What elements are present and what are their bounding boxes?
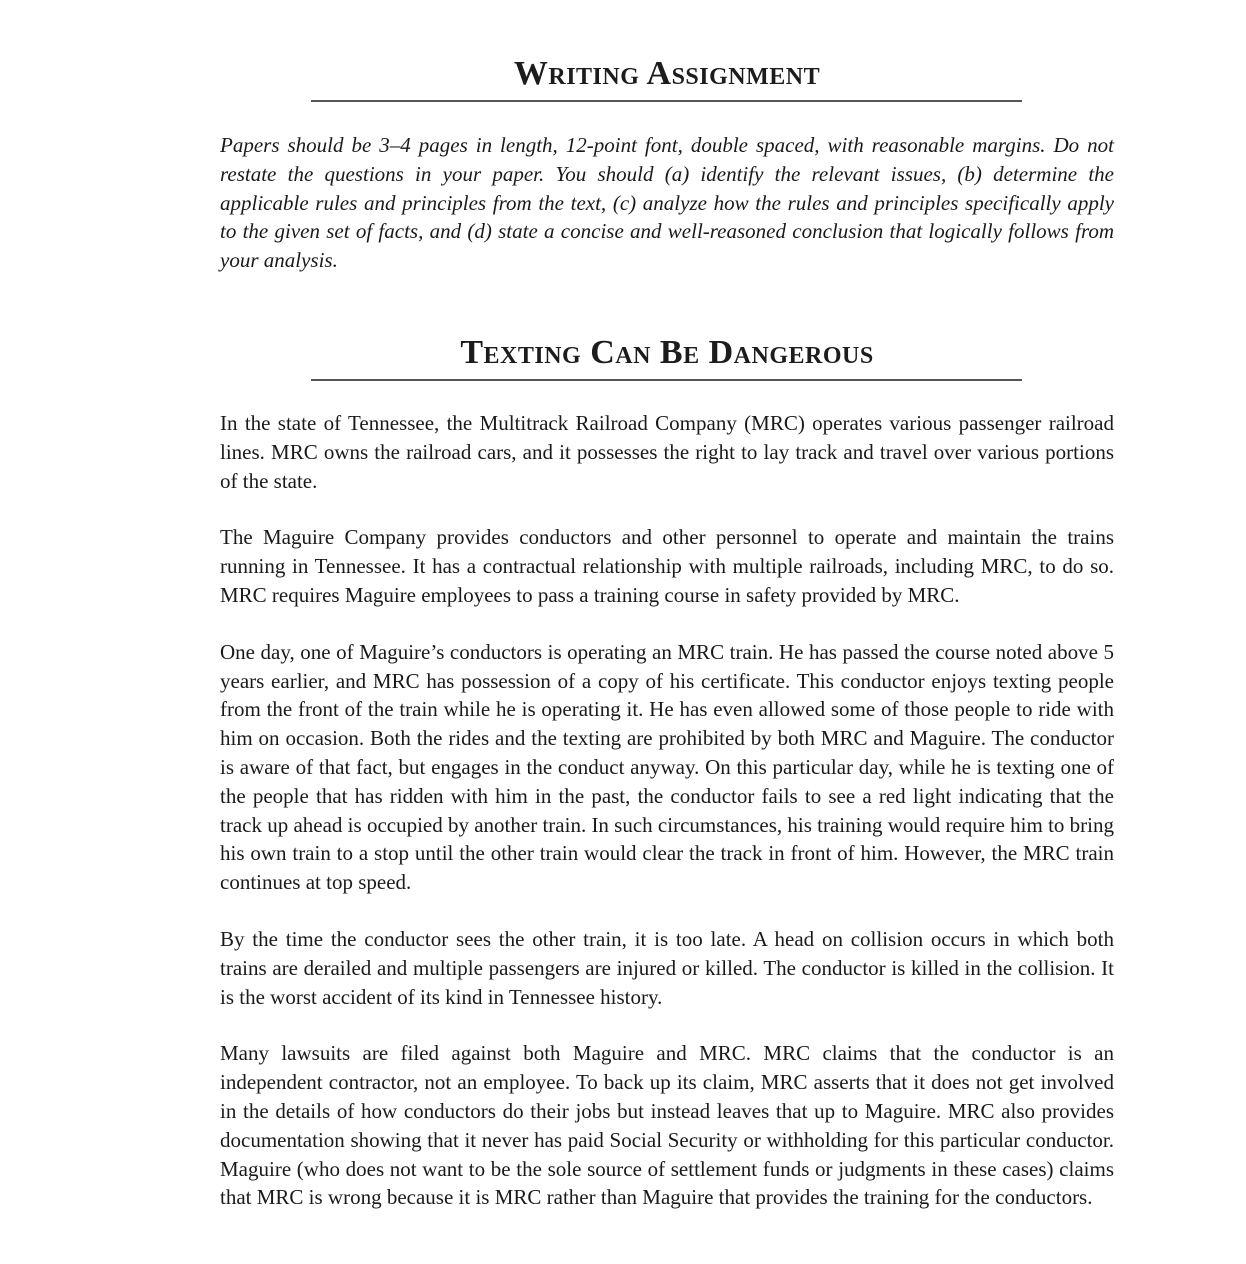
section-heading-case-title: Texting Can Be Dangerous	[460, 333, 874, 371]
case-paragraph: Many lawsuits are filed against both Maguire and MRC. MRC claims that the conductor is an independent contractor, not an employee. To back up its claim, MRC asserts that it does not get involved in the details of how conductors do their jobs but instead leaves that up to Maguire. MRC also provides documentation showing that it never has paid Social Security or withholding for this particular conductor. Maguire (who does not want to be the sole source of settlement funds or judgments in these cases) claims that MRC is wrong because it is MRC rather than Maguire that provides the training for the conductors.	[220, 1041, 1114, 1210]
case-paragraph: In the state of Tennessee, the Multitrack Railroad Company (MRC) operates various passenger railroad lines. MRC owns the railroad cars, and it possesses the right to lay track and travel over various portions of the state.	[220, 410, 1114, 493]
case-paragraph: By the time the conductor sees the other train, it is too late. A head on collision occurs in which both trains are derailed and multiple passengers are injured or killed. The conductor is killed in the collision. It is the worst accident of its kind in Tennessee history.	[220, 926, 1114, 1009]
assignment-instructions: Papers should be 3–4 pages in length, 12-point font, double spaced, with reasonable margins. Do not restate the questions in your paper. You should (a) identify the relevant issues, (b) determine the applicable rules and principles from the text, (c) analyze how the rules and principles specifically apply to the given set of facts, and (d) state a concise and well-reasoned conclusion that logically follows from your analysis.	[220, 133, 1114, 273]
section-heading-writing-assignment: Writing Assignment	[513, 55, 821, 92]
case-paragraph: The Maguire Company provides conductors and other personnel to operate and maintain the trains running in Tennessee. It has a contractual relationship with multiple railroads, including MRC, to do so. MRC requires Maguire employees to pass a training course in safety provided by MRC.	[220, 525, 1114, 607]
heading-rule	[311, 100, 1022, 102]
document-page	[220, 0, 1114, 1212]
case-paragraph: One day, one of Maguire’s conductors is operating an MRC train. He has passed the course noted above 5 years earlier, and MRC has possession of a copy of his certificate. This conductor enjoys texting people from the front of the train while he is operating it. He has even allowed some of those people to ride with him on occasion. Both the rides and the texting are prohibited by both MRC and Maguire. The conductor is aware of that fact, but engages in the conduct anyway. On this particular day, while he is texting one of the people that has ridden with him in the past, the conductor fails to see a red light indicating that the track up ahead is occupied by another train. In such circumstances, his training would require him to bring his own train to a stop until the other train would clear the track in front of him. However, the MRC train continues at top speed.	[220, 639, 1114, 895]
heading-rule	[311, 379, 1022, 381]
